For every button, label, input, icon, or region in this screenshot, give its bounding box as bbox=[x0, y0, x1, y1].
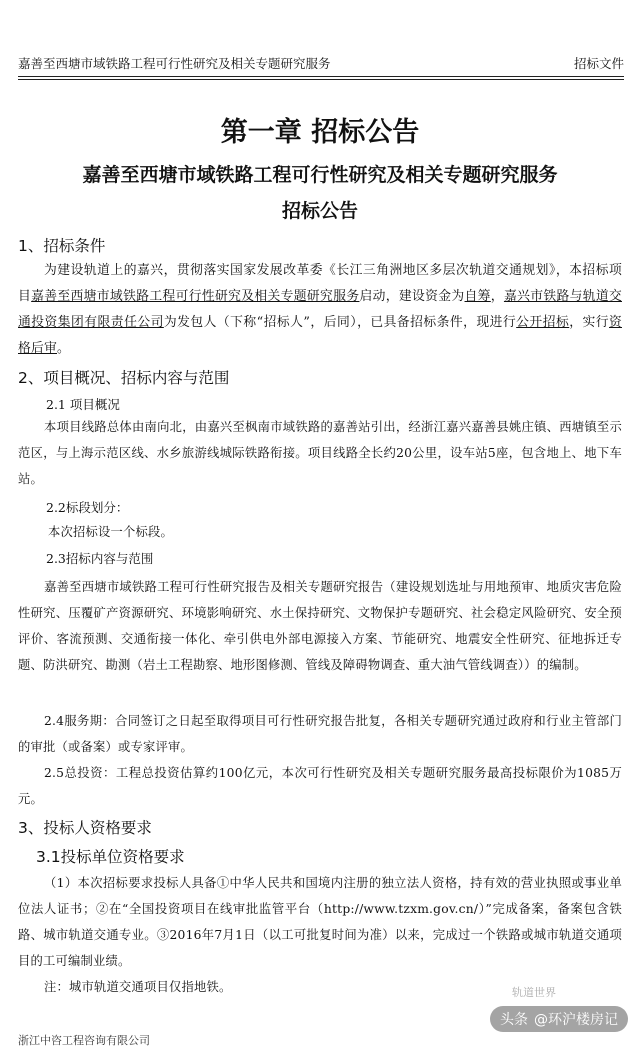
watermark-ghost-text: 轨道世界 bbox=[512, 986, 556, 999]
section-1-paragraph: 为建设轨道上的嘉兴，贯彻落实国家发展改革委《长江三角洲地区多层次轨道交通规划》，本招标项目嘉善至西塘市域铁路工程可行性研究及相关专题研究服务启动，建设资金为自筹，嘉兴市铁路与轨道交通投资集团有限责任公司为发包人（下称“招标人”，后同），已具备招标条件，现进行公开招标，实行资格后审。 bbox=[18, 263, 622, 356]
section-3-1-paragraph: （1）本次招标要求投标人具备①中华人民共和国境内注册的独立法人资格，持有效的营业执照或事业单位法人证书；②在“全国投资项目在线审批监管平台（http://www.tzxm.gov.cn/）”完成备案，备案包含铁路、城市轨道交通专业。③2016年7月1日（以工可批复时间为准）以来，完成过一个铁路或城市轨道交通项目的工可编制业绩。 bbox=[18, 876, 622, 968]
section-3-heading: 3、投标人资格要求 bbox=[18, 819, 152, 837]
section-1-heading: 1、招标条件 bbox=[18, 237, 106, 255]
watermark-badge bbox=[490, 1006, 628, 1032]
header-project-name: 嘉善至西塘市域铁路工程可行性研究及相关专题研究服务 bbox=[18, 56, 331, 71]
section-3-note: 注：城市轨道交通项目仅指地铁。 bbox=[44, 980, 232, 994]
section-2-heading: 2、项目概况、招标内容与范围 bbox=[18, 369, 230, 387]
watermark-handle: @环沪楼房记 bbox=[534, 1012, 618, 1028]
section-2-2-heading: 2.2标段划分： bbox=[46, 500, 129, 515]
notice-subtitle: 招标公告 bbox=[281, 200, 358, 222]
section-2-2-paragraph: 本次招标设一个标段。 bbox=[48, 525, 173, 539]
section-2-1-heading: 2.1 项目概况 bbox=[46, 397, 120, 412]
section-3-1-heading: 3.1投标单位资格要求 bbox=[36, 848, 185, 866]
section-2-3-heading: 2.3招标内容与范围 bbox=[46, 551, 154, 566]
watermark-brand: 头条 bbox=[500, 1012, 528, 1028]
page-header bbox=[18, 54, 624, 77]
notice-title: 嘉善至西塘市域铁路工程可行性研究及相关专题研究服务 bbox=[82, 164, 558, 186]
section-2-4-paragraph: 2.4服务期：合同签订之日起至取得项目可行性研究报告批复，各相关专题研究通过政府和行业主管部门的审批（或备案）或专家评审。 bbox=[18, 714, 622, 754]
header-doc-type: 招标文件 bbox=[573, 56, 624, 71]
section-2-3-paragraph: 嘉善至西塘市域铁路工程可行性研究报告及相关专题研究报告（建设规划选址与用地预审、地质灾害危险性研究、压覆矿产资源研究、环境影响研究、水土保持研究、文物保护专题研究、社会稳定风险研究、安全预评价、客流预测、交通衔接一体化、牵引供电外部电源接入方案、节能研究、地震安全性研究、征地拆迁专题、防洪研究、勘测（岩土工程勘察、地形图修测、管线及障碍物调查、重大油气管线调查））的编制。 bbox=[18, 580, 622, 672]
chapter-title: 第一章 招标公告 bbox=[220, 117, 420, 148]
footer-company: 浙江中咨工程咨询有限公司 bbox=[18, 1034, 150, 1047]
section-2-1-paragraph: 本项目线路总体由南向北，由嘉兴至枫南市域铁路的嘉善站引出，经浙江嘉兴嘉善县姚庄镇、西塘镇至示范区，与上海示范区线、水乡旅游线城际铁路衔接。项目线路全长约20公里，设车站5座，包含地上、地下车站。 bbox=[18, 420, 622, 486]
section-2-5-paragraph: 2.5总投资：工程总投资估算约100亿元，本次可行性研究及相关专题研究服务最高投标限价为1085万元。 bbox=[18, 766, 622, 806]
